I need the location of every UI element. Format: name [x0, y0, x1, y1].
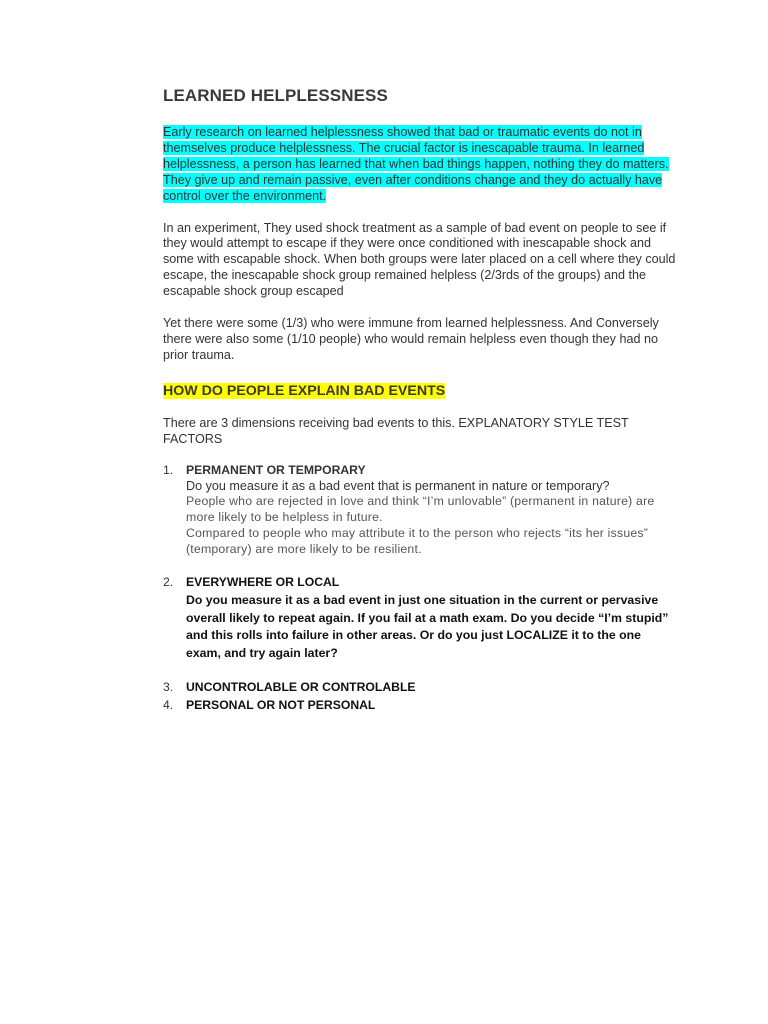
list-item-heading: UNCONTROLABLE OR CONTROLABLE [186, 679, 416, 694]
document-page [163, 86, 678, 714]
list-item-text: Do you measure it as a bad event in just one situation in the current or pervasive overall likely to repeat again. If you fail at a math exam. Do you decide “I’m stupid” and this rolls into failure in other areas. Or do you just LOCALIZE it to the one exam, and try again later? [186, 592, 669, 661]
list-number: 3. [163, 679, 174, 694]
list-item-heading: EVERYWHERE OR LOCAL [186, 575, 340, 590]
list-item [163, 698, 678, 714]
list-item [163, 463, 678, 558]
list-item-heading: PERSONAL OR NOT PERSONAL [186, 697, 376, 712]
highlight-cyan: Early research on learned helplessness showed that bad or traumatic events do not in themselves produce helplessness. The crucial factor is inescapable trauma. In learned helplessness, a person has learned that when bad things happen, nothing they do matters. They give up and remain passive, even after conditions change and they do actually have control over the environment. [163, 125, 669, 203]
list-item-heading: PERMANENT OR TEMPORARY [186, 462, 366, 477]
section-heading [163, 383, 678, 399]
highlight-yellow: HOW DO PEOPLE EXPLAIN BAD EVENTS [163, 382, 446, 399]
list-number: 1. [163, 462, 174, 477]
list-number: 2. [163, 575, 174, 590]
list-item [163, 575, 678, 663]
intro-paragraph: There are 3 dimensions receiving bad events to this. EXPLANATORY STYLE TEST FACTORS [163, 415, 629, 446]
paragraph-highlighted [163, 125, 678, 205]
list-item-text: Do you measure it as a bad event that is permanent in nature or temporary? [186, 478, 610, 493]
list-item [163, 680, 678, 696]
document-title: LEARNED HELPLESSNESS [163, 86, 388, 105]
list-item-text: Compared to people who may attribute it to the person who rejects “its her issues” (temporary) are more likely to be resilient. [186, 526, 649, 557]
dimension-list [163, 463, 678, 714]
list-number: 4. [163, 697, 174, 712]
list-item-text: People who are rejected in love and think “I’m unlovable” (permanent in nature) are more likely to be helpless in future. [186, 494, 655, 525]
paragraph-experiment: In an experiment, They used shock treatment as a sample of bad event on people to see if they would attempt to escape if they were once conditioned with inescapable shock and some with escapable shock. When both groups were later placed on a cell where they could escape, the inescapable shock group remained helpless (2/3rds of the groups) and the escapable shock group escaped [163, 220, 676, 299]
paragraph-immune: Yet there were some (1/3) who were immune from learned helplessness. And Conversely there were also some (1/10 people) who would remain helpless even though they had no prior trauma. [163, 316, 659, 362]
